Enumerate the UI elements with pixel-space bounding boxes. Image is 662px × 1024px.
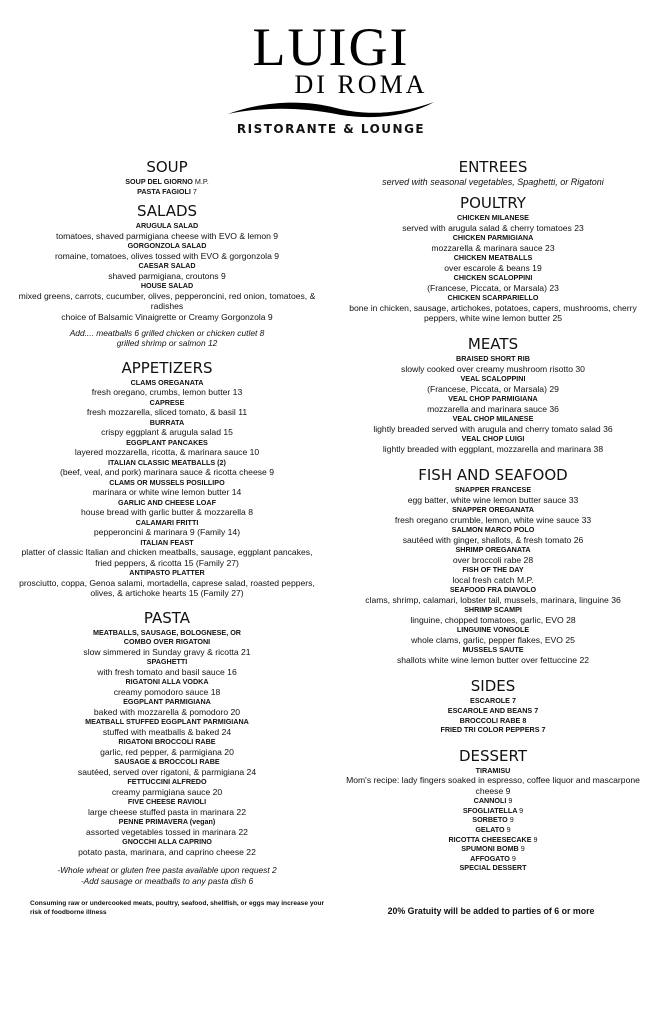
menu-item-desc: sautéed with ginger, shallots, & fresh tomato 26 bbox=[402, 535, 584, 545]
menu-item-desc: romaine, tomatoes, olives tossed with EVO & gorgonzola 9 bbox=[54, 250, 280, 261]
menu-item-desc: lightly breaded with eggplant, mozzarella and marinara 38 bbox=[382, 444, 604, 454]
menu-item-name: RIGATONI BROCCOLI RABE bbox=[118, 737, 216, 747]
menu-item: SPUMONI BOMB 9 bbox=[461, 844, 525, 854]
menu-item-name: SNAPPER FRANCESE bbox=[454, 485, 532, 495]
menu-item: AFFOGATO 9 bbox=[470, 853, 516, 863]
menu-item-name: ARUGULA SALAD bbox=[135, 221, 199, 231]
section-title-entrees: ENTREES bbox=[458, 158, 528, 176]
right-column bbox=[334, 152, 652, 873]
menu-item-name: FETTUCCINI ALFREDO bbox=[127, 777, 207, 787]
menu-item-desc: lightly breaded served with arugula and cherry tomato salad 36 bbox=[373, 424, 613, 434]
menu-item-name: TIRAMISU bbox=[475, 765, 511, 775]
menu-item-name: SEAFOOD FRA DIAVOLO bbox=[449, 585, 537, 595]
menu-item-name: ANTIPASTO PLATTER bbox=[129, 568, 205, 578]
menu-item-name: BURRATA bbox=[149, 417, 185, 427]
menu-item: FRIED TRI COLOR PEPPERS 7 bbox=[440, 725, 546, 735]
menu-item-desc: mozzarella and marinara sauce 36 bbox=[427, 404, 559, 414]
left-column bbox=[12, 152, 322, 886]
menu-item-name: CALAMARI FRITTI bbox=[135, 517, 199, 527]
menu-item-desc: creamy parmigiana sauce 20 bbox=[111, 786, 223, 797]
menu-item-desc: prosciutto, coppa, Genoa salami, mortadella, caprese salad, roasted peppers, olives, & artichoke hearts 15 (Family 27) bbox=[19, 577, 315, 599]
menu-item: ESCAROLE AND BEANS 7 bbox=[447, 706, 539, 715]
menu-item-name: SHRIMP SCAMPI bbox=[464, 605, 522, 615]
menu-item-desc: house bread with garlic butter & mozzarella 8 bbox=[81, 507, 253, 518]
menu-item-name: MUSSELS SAUTE bbox=[462, 645, 524, 655]
menu-item-desc: fresh oregano, crumbs, lemon butter 13 bbox=[91, 387, 243, 398]
menu-item-desc: over broccoli rabe 28 bbox=[452, 555, 534, 565]
menu-item: GELATO 9 bbox=[475, 824, 511, 834]
section-title-soup: SOUP bbox=[146, 158, 188, 176]
logo-title: LUIGI bbox=[252, 17, 410, 77]
menu-item-name: CLAMS OR MUSSELS POSILLIPO bbox=[109, 477, 225, 487]
section-title-pasta: PASTA bbox=[143, 608, 191, 627]
menu-item-desc: garlic, red pepper, & parmigiana 20 bbox=[100, 746, 234, 757]
menu-item-name: CHICKEN PARMIGIANA bbox=[452, 233, 534, 242]
menu-item-desc: (beef, veal, and pork) marinara sauce & ricotta cheese 9 bbox=[59, 467, 274, 478]
menu-item-desc: local fresh catch M.P. bbox=[452, 575, 534, 585]
menu-item-name: FISH OF THE DAY bbox=[462, 565, 524, 575]
menu-item-desc: bone in chicken, sausage, artichokes, potatoes, capers, mushrooms, cherry peppers, white wine lemon butter 25 bbox=[349, 302, 637, 323]
menu-item: BROCCOLI RABE 8 bbox=[459, 715, 527, 725]
section-title-sides: SIDES bbox=[470, 677, 516, 696]
menu-item-name: SALMON MARCO POLO bbox=[451, 525, 535, 535]
menu-item: SORBETO 9 bbox=[472, 815, 514, 825]
menu-item-name: VEAL CHOP MILANESE bbox=[452, 414, 534, 424]
menu-item-desc: layered mozzarella, ricotta, & marinara sauce 10 bbox=[74, 447, 260, 458]
menu-item-desc: assorted vegetables tossed in marinara 22 bbox=[86, 826, 248, 837]
menu-item-desc: platter of classic Italian and chicken meatballs, sausage, eggplant pancakes, fried peppers, & ricotta 15 (Family 27) bbox=[21, 547, 313, 568]
salad-addon-note: Add.... meatballs 6 grilled chicken or chicken cutlet 8 bbox=[69, 328, 265, 338]
menu-item-name: VEAL CHOP LUIGI bbox=[461, 434, 525, 444]
menu-item-desc: mixed greens, carrots, cucumber, olives, pepperoncini, red onion, tomatoes, & radishes bbox=[18, 290, 316, 312]
menu-item-desc: baked with mozzarella & pomodoro 20 bbox=[93, 706, 241, 717]
menu-item: CANNOLI 9 bbox=[473, 796, 513, 806]
menu-item-name: PENNE PRIMAVERA (vegan) bbox=[118, 817, 216, 827]
menu-item: SOUP DEL GIORNO M.P. bbox=[125, 177, 209, 186]
menu-item-name: GORGONZOLA SALAD bbox=[127, 241, 207, 251]
menu-item: RICOTTA CHEESECAKE 9 bbox=[448, 834, 538, 844]
menu-item-name: GARLIC AND CHEESE LOAF bbox=[118, 497, 216, 507]
menu-item-desc: served with arugula salad & cherry tomatoes 23 bbox=[402, 222, 584, 233]
menu-item-name: VEAL CHOP PARMIGIANA bbox=[448, 394, 538, 404]
section-title-appetizers: APPETIZERS bbox=[121, 358, 213, 377]
section-title-poultry: POULTRY bbox=[460, 194, 526, 212]
menu-item-desc: (Francese, Piccata, or Marsala) 23 bbox=[427, 282, 559, 293]
menu-item-name: GNOCCHI ALLA CAPRINO bbox=[122, 837, 212, 847]
logo-subtitle: DI ROMA bbox=[294, 70, 428, 99]
menu-item-desc: creamy pomodoro sauce 18 bbox=[113, 686, 221, 697]
menu-item-name: CHICKEN MILANESE bbox=[457, 213, 529, 222]
menu-item-name: SNAPPER OREGANATA bbox=[452, 505, 534, 515]
menu-item-desc: potato pasta, marinara, and caprino cheese 22 bbox=[78, 846, 256, 857]
menu-item-name: RIGATONI ALLA VODKA bbox=[125, 677, 209, 687]
menu-item-name: CLAMS OREGANATA bbox=[130, 377, 204, 387]
menu-item-name: CHICKEN SCARPARIELLO bbox=[447, 293, 539, 302]
menu-item: SFOGLIATELLA 9 bbox=[462, 805, 524, 815]
menu-item-desc: tomatoes, shaved parmigiana cheese with EVO & lemon 9 bbox=[55, 230, 279, 241]
menu-item-desc: over escarole & beans 19 bbox=[444, 262, 542, 273]
menu-item-desc: pepperoncini & marinara 9 (Family 14) bbox=[93, 527, 241, 538]
menu-item-name: HOUSE SALAD bbox=[140, 281, 194, 291]
menu-item-name: SHRIMP OREGANATA bbox=[455, 545, 531, 555]
menu-item: PASTA FAGIOLI 7 bbox=[137, 186, 197, 196]
menu-item-desc: fresh mozzarella, sliced tomato, & basil 11 bbox=[86, 407, 248, 418]
section-title-fish: FISH AND SEAFOOD bbox=[418, 466, 568, 485]
menu-item-desc: slow simmered in Sunday gravy & ricotta 21 bbox=[83, 646, 251, 657]
menu-item-name: CHICKEN SCALOPPINI bbox=[453, 273, 533, 282]
menu-item-desc: choice of Balsamic Vinaigrette or Creamy Gorgonzola 9 bbox=[61, 311, 273, 322]
menu-item-desc: marinara or white wine lemon butter 14 bbox=[92, 487, 242, 498]
menu-item-desc: stuffed with meatballs & baked 24 bbox=[102, 726, 232, 737]
menu-item-name: BRAISED SHORT RIB bbox=[456, 354, 530, 364]
menu-item: ESCAROLE 7 bbox=[470, 696, 516, 706]
menu-item-desc: with fresh tomato and basil sauce 16 bbox=[97, 666, 237, 677]
menu-item-desc: whole clams, garlic, pepper flakes, EVO 25 bbox=[411, 635, 575, 645]
menu-item-desc: egg batter, white wine lemon butter sauce 33 bbox=[407, 495, 579, 505]
menu-item-name: SAUSAGE & BROCCOLI RABE bbox=[114, 757, 220, 767]
menu-item-name: CAESAR SALAD bbox=[138, 261, 196, 271]
salad-addon-note: grilled shrimp or salmon 12 bbox=[116, 338, 218, 349]
menu-item-name: EGGPLANT PANCAKES bbox=[126, 437, 208, 447]
menu-item-desc: Mom's recipe: lady fingers soaked in espresso, coffee liquor and mascarpone cheese 9 bbox=[346, 775, 640, 796]
menu-item-desc: crispy eggplant & arugula salad 15 bbox=[101, 427, 233, 438]
menu-item-desc: linguine, chopped tomatoes, garlic, EVO 28 bbox=[410, 615, 576, 625]
wave-logo-icon bbox=[226, 98, 436, 120]
food-safety-warning: Consuming raw or undercooked meats, poultry, seafood, shellfish, or eggs may increase your risk of foodborne illness bbox=[30, 900, 325, 916]
menu-item-desc: mozzarella & marinara sauce 23 bbox=[431, 242, 555, 253]
menu-item-name: ITALIAN FEAST bbox=[140, 537, 194, 547]
menu-item-name: EGGPLANT PARMIGIANA bbox=[123, 697, 211, 707]
menu-item-desc: shallots white wine lemon butter over fettuccine 22 bbox=[396, 655, 590, 665]
menu-item-name: SPAGHETTI bbox=[146, 657, 188, 667]
pasta-note: -Whole wheat or gluten free pasta available upon request 2 bbox=[57, 865, 277, 876]
menu-item-name: CHICKEN MEATBALLS bbox=[453, 253, 533, 262]
entrees-subtitle: served with seasonal vegetables, Spaghetti, or Rigatoni bbox=[382, 177, 604, 187]
section-title-dessert: DESSERT bbox=[458, 746, 528, 765]
menu-item-name: ITALIAN CLASSIC MEATBALLS (2) bbox=[108, 457, 226, 467]
menu-item-desc: sautéed, served over rigatoni, & parmigiana 24 bbox=[77, 766, 257, 777]
menu-header bbox=[0, 17, 662, 136]
menu-item-desc: fresh oregano crumble, lemon, white wine sauce 33 bbox=[394, 515, 592, 525]
menu-item-name: VEAL SCALOPPINI bbox=[460, 374, 526, 384]
menu-item-name: LINGUINE VONGOLE bbox=[456, 625, 530, 635]
menu-item-name: MEATBALL STUFFED EGGPLANT PARMIGIANA bbox=[85, 717, 249, 727]
menu-item-desc: shaved parmigiana, croutons 9 bbox=[108, 270, 226, 281]
gratuity-note: 20% Gratuity will be added to parties of 6 or more bbox=[387, 906, 595, 916]
section-title-salads: SALADS bbox=[136, 202, 198, 221]
menu-item-desc: (Francese, Piccata, or Marsala) 29 bbox=[427, 384, 559, 394]
menu-item-name: CAPRESE bbox=[149, 397, 185, 407]
logo-tagline: RISTORANTE & LOUNGE bbox=[236, 122, 426, 136]
menu-item-name: MEATBALLS, SAUSAGE, BOLOGNESE, OR bbox=[92, 627, 242, 637]
menu-item-name: COMBO OVER RIGATONI bbox=[123, 637, 211, 647]
menu-item-name: SPECIAL DESSERT bbox=[459, 863, 527, 873]
menu-item-name: FIVE CHEESE RAVIOLI bbox=[127, 797, 207, 807]
menu-item-desc: clams, shrimp, calamari, lobster tail, mussels, marinara, linguine 36 bbox=[365, 595, 621, 605]
pasta-note: -Add sausage or meatballs to any pasta dish 6 bbox=[80, 875, 254, 886]
menu-item-desc: large cheese stuffed pasta in marinara 22 bbox=[88, 806, 246, 817]
section-title-meats: MEATS bbox=[467, 335, 519, 354]
menu-item-desc: slowly cooked over creamy mushroom risotto 30 bbox=[401, 364, 585, 374]
